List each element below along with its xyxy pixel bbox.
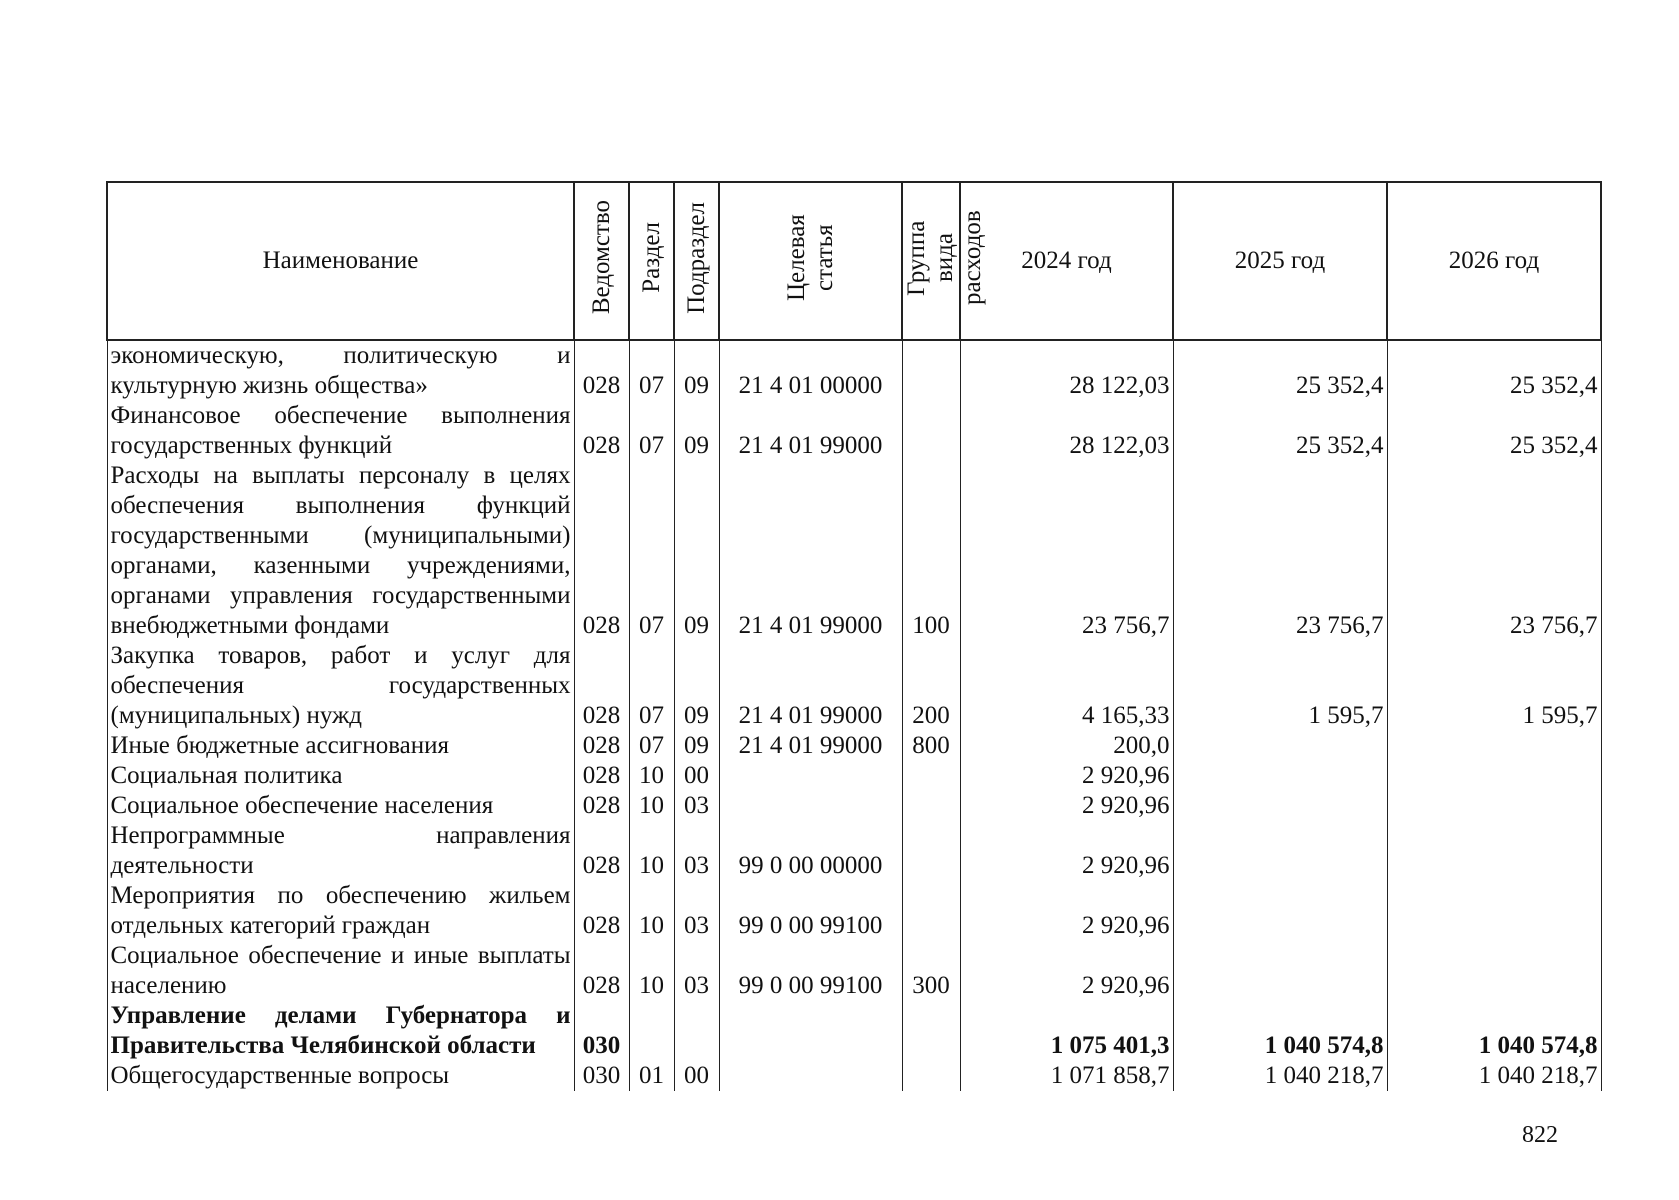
cell-vedomstvo: 028: [574, 881, 629, 941]
cell-2025: [1173, 821, 1387, 881]
table-row: [107, 1061, 1601, 1091]
cell-name: Управление делами Губернатора и Правительства Челябинской области: [107, 1001, 574, 1061]
cell-2025: 25 352,4: [1173, 401, 1387, 461]
cell-2025: 1 040 218,7: [1173, 1061, 1387, 1091]
cell-razdel: 07: [629, 401, 674, 461]
cell-vedomstvo: 030: [574, 1001, 629, 1061]
cell-vedomstvo: 028: [574, 340, 629, 401]
cell-podrazdel: [674, 1001, 719, 1061]
table-row: [107, 461, 1601, 641]
cell-2024: 1 071 858,7: [960, 1061, 1173, 1091]
cell-2026: [1387, 761, 1601, 791]
cell-vedomstvo: 028: [574, 941, 629, 1001]
cell-vedomstvo: 028: [574, 461, 629, 641]
cell-2024: 2 920,96: [960, 881, 1173, 941]
cell-name: Закупка товаров, работ и услуг для обеспечения государственных (муниципальных) нужд: [107, 641, 574, 731]
cell-2026: [1387, 821, 1601, 881]
header-2026-label: 2026 год: [1448, 247, 1540, 274]
header-2024-label: 2024 год: [1021, 247, 1112, 274]
cell-razdel: 10: [629, 941, 674, 1001]
cell-vedomstvo: 030: [574, 1061, 629, 1091]
cell-vedomstvo: 028: [574, 761, 629, 791]
header-razdel: [629, 182, 674, 340]
cell-podrazdel: 03: [674, 941, 719, 1001]
cell-2026: 25 352,4: [1387, 340, 1601, 401]
cell-name: Мероприятия по обеспечению жильем отдельных категорий граждан: [107, 881, 574, 941]
cell-2025: [1173, 731, 1387, 761]
cell-2026: [1387, 881, 1601, 941]
cell-gruppa: [902, 1001, 960, 1061]
table-row: [107, 791, 1601, 821]
cell-razdel: 07: [629, 731, 674, 761]
cell-2026: 25 352,4: [1387, 401, 1601, 461]
cell-2025: 23 756,7: [1173, 461, 1387, 641]
cell-name: Общегосударственные вопросы: [107, 1061, 574, 1091]
cell-name: Непрограммные направления деятельности: [107, 821, 574, 881]
cell-celevaya: 99 0 00 99100: [719, 881, 902, 941]
cell-podrazdel: 09: [674, 641, 719, 731]
header-2024: [960, 182, 1173, 340]
cell-celevaya: [719, 1061, 902, 1091]
cell-2026: 1 040 574,8: [1387, 1001, 1601, 1061]
cell-gruppa: [902, 1061, 960, 1091]
cell-celevaya: 21 4 01 99000: [719, 461, 902, 641]
cell-gruppa: 300: [902, 941, 960, 1001]
cell-gruppa: 800: [902, 731, 960, 761]
cell-2024: 23 756,7: [960, 461, 1173, 641]
cell-celevaya: [719, 1001, 902, 1061]
cell-2025: [1173, 791, 1387, 821]
table-row: [107, 761, 1601, 791]
cell-razdel: 07: [629, 461, 674, 641]
cell-podrazdel: 09: [674, 461, 719, 641]
cell-razdel: 10: [629, 761, 674, 791]
cell-name: Социальное обеспечение и иные выплаты населению: [107, 941, 574, 1001]
cell-celevaya: 99 0 00 00000: [719, 821, 902, 881]
cell-celevaya: 21 4 01 99000: [719, 731, 902, 761]
header-2025-label: 2025 год: [1234, 247, 1326, 274]
cell-name: Социальная политика: [107, 761, 574, 791]
header-celevaya-label: Целевая статья: [782, 214, 838, 301]
cell-razdel: 10: [629, 791, 674, 821]
cell-vedomstvo: 028: [574, 821, 629, 881]
cell-2024: 200,0: [960, 731, 1173, 761]
cell-celevaya: 21 4 01 99000: [719, 641, 902, 731]
table-row: [107, 881, 1601, 941]
cell-podrazdel: 03: [674, 881, 719, 941]
header-name-label: Наименование: [262, 247, 419, 274]
cell-name: Социальное обеспечение населения: [107, 791, 574, 821]
page-number: 822: [1522, 1122, 1558, 1148]
cell-razdel: [629, 1001, 674, 1061]
cell-name: экономическую, политическую и культурную жизнь общества»: [107, 340, 574, 401]
cell-celevaya: [719, 761, 902, 791]
cell-gruppa: [902, 881, 960, 941]
cell-2025: [1173, 941, 1387, 1001]
table-row: [107, 641, 1601, 731]
cell-podrazdel: 09: [674, 340, 719, 401]
cell-name: Иные бюджетные ассигнования: [107, 731, 574, 761]
cell-celevaya: 21 4 01 00000: [719, 340, 902, 401]
table-header: [107, 182, 1601, 340]
header-vedomstvo: [574, 182, 629, 340]
cell-gruppa: [902, 761, 960, 791]
cell-2024: 4 165,33: [960, 641, 1173, 731]
table-row: [107, 340, 1601, 401]
table-body: [107, 340, 1601, 1091]
cell-celevaya: 21 4 01 99000: [719, 401, 902, 461]
cell-2024: 28 122,03: [960, 340, 1173, 401]
table-row: [107, 401, 1601, 461]
header-podrazdel: [674, 182, 719, 340]
header-2025: [1173, 182, 1387, 340]
cell-vedomstvo: 028: [574, 401, 629, 461]
table-row: [107, 731, 1601, 761]
table-row: [107, 821, 1601, 881]
cell-razdel: 01: [629, 1061, 674, 1091]
cell-vedomstvo: 028: [574, 641, 629, 731]
cell-name: Финансовое обеспечение выполнения государственных функций: [107, 401, 574, 461]
budget-table: [106, 181, 1602, 1091]
cell-2025: 1 040 574,8: [1173, 1001, 1387, 1061]
cell-gruppa: [902, 340, 960, 401]
header-gruppa-label: Группа вида расходов: [903, 210, 986, 305]
cell-gruppa: [902, 821, 960, 881]
cell-2026: 1 040 218,7: [1387, 1061, 1601, 1091]
cell-2024: 28 122,03: [960, 401, 1173, 461]
table-row: [107, 1001, 1601, 1061]
cell-2024: 2 920,96: [960, 761, 1173, 791]
cell-razdel: 10: [629, 821, 674, 881]
cell-2026: [1387, 731, 1601, 761]
cell-podrazdel: 00: [674, 1061, 719, 1091]
cell-podrazdel: 03: [674, 791, 719, 821]
cell-2025: [1173, 761, 1387, 791]
cell-name: Расходы на выплаты персоналу в целях обеспечения выполнения функций государственными (муниципальными) органами, казенными учреждениями, органами управления государственными внебюджетными фондами: [107, 461, 574, 641]
cell-podrazdel: 09: [674, 731, 719, 761]
header-razdel-label: Раздел: [637, 222, 665, 293]
cell-vedomstvo: 028: [574, 791, 629, 821]
header-name: [107, 182, 574, 340]
header-2026: [1387, 182, 1601, 340]
header-gruppa: [902, 182, 986, 340]
cell-2024: 2 920,96: [960, 821, 1173, 881]
header-podrazdel-label: Подраздел: [682, 201, 710, 314]
cell-razdel: 07: [629, 340, 674, 401]
cell-podrazdel: 09: [674, 401, 719, 461]
cell-podrazdel: 00: [674, 761, 719, 791]
table-row: [107, 941, 1601, 1001]
cell-2024: 1 075 401,3: [960, 1001, 1173, 1061]
cell-2024: 2 920,96: [960, 791, 1173, 821]
cell-gruppa: 100: [902, 461, 960, 641]
cell-celevaya: [719, 791, 902, 821]
cell-podrazdel: 03: [674, 821, 719, 881]
header-vedomstvo-label: Ведомство: [587, 200, 615, 315]
cell-2025: 25 352,4: [1173, 340, 1387, 401]
cell-2026: 1 595,7: [1387, 641, 1601, 731]
cell-celevaya: 99 0 00 99100: [719, 941, 902, 1001]
header-celevaya: [719, 182, 902, 340]
cell-gruppa: 200: [902, 641, 960, 731]
cell-razdel: 10: [629, 881, 674, 941]
cell-2024: 2 920,96: [960, 941, 1173, 1001]
cell-2025: [1173, 881, 1387, 941]
cell-2026: [1387, 791, 1601, 821]
cell-2025: 1 595,7: [1173, 641, 1387, 731]
cell-gruppa: [902, 401, 960, 461]
cell-vedomstvo: 028: [574, 731, 629, 761]
cell-2026: [1387, 941, 1601, 1001]
cell-gruppa: [902, 791, 960, 821]
cell-razdel: 07: [629, 641, 674, 731]
cell-2026: 23 756,7: [1387, 461, 1601, 641]
